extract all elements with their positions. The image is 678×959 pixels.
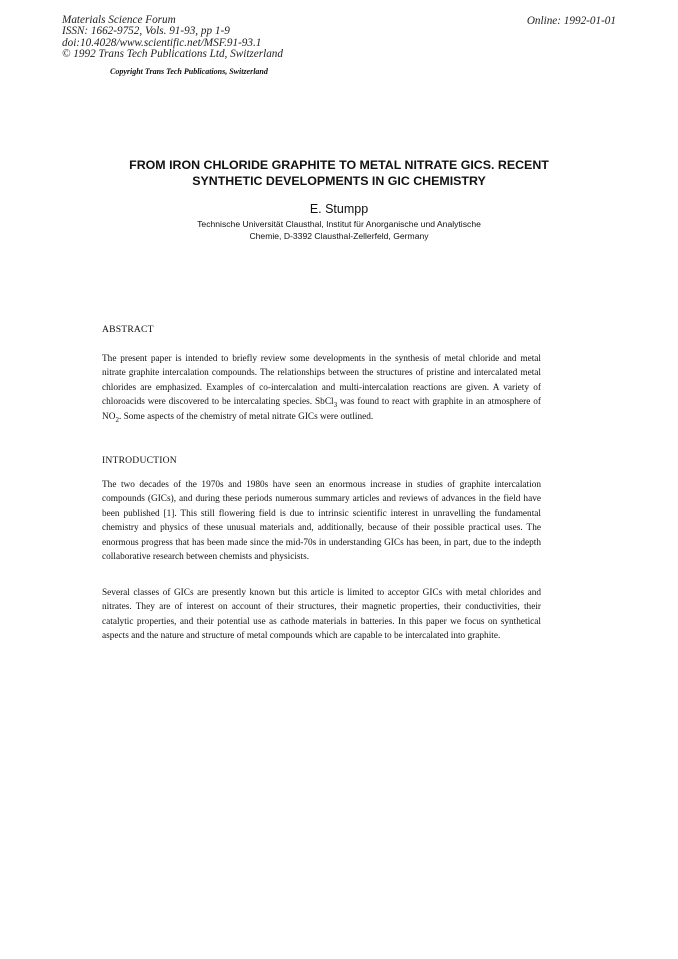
abstract-text-part-1: The present paper is intended to briefly review some developments in the synthesis of metal chloride and metal nitrate graphite intercalation compounds. The relationships between the structures of pristine and intercalated metal chlorides are emphasized. Examples of co-intercalation and multi-intercalation reactions are given. A variety of chloroacids were discovered to be intercalating species. SbCl [102, 354, 541, 408]
introduction-heading: INTRODUCTION [102, 455, 177, 466]
paper-title [60, 157, 618, 189]
online-date: Online: 1992-01-01 [526, 15, 616, 27]
copyright-notice: Copyright Trans Tech Publications, Switzerland [110, 67, 268, 76]
abstract-text [102, 352, 541, 424]
title-line-1: FROM IRON CHLORIDE GRAPHITE TO METAL NITRATE GICS. RECENT [129, 158, 549, 172]
issn-line: ISSN: 1662-9752, Vols. 91-93, pp 1-9 [62, 25, 230, 38]
abstract-subscript-2: 2 [115, 415, 119, 424]
title-line-2: SYNTHETIC DEVELOPMENTS IN GIC CHEMISTRY [192, 174, 486, 188]
publisher-line: © 1992 Trans Tech Publications Ltd, Switzerland [62, 48, 283, 61]
abstract-subscript-1: 3 [333, 401, 338, 410]
author-name: E. Stumpp [309, 202, 369, 216]
introduction-paragraph-2: Several classes of GICs are presently known but this article is limited to acceptor GICs with metal chlorides and nitrates. They are of interest on account of their structures, their magnetic properties, their conductivities, their catalytic properties, and their potential use as cathode materials in batteries. In this paper we focus on synthetical aspects and the nature and structure of metal compounds which are capable to be intercalated into graphite. [102, 588, 541, 642]
introduction-paragraph-1: The two decades of the 1970s and 1980s have seen an enormous increase in studies of graphite intercalation compounds (GICs), and during these periods numerous summary articles and reviews of advances in the field have been published [1]. This still flowering field is due to intrinsic scientific interest in unravelling the fundamental chemistry and physics of these unusual materials and, additionally, because of their possible practical uses. The enormous progress that has been made since the mid-70s in understanding GICs has been, in part, due to the indepth collaborative research between chemists and physicists. [102, 480, 541, 563]
journal-citation-block [62, 15, 283, 61]
affiliation-line-2: Chemie, D-3392 Clausthal-Zellerfeld, Germany [249, 230, 429, 241]
abstract-heading: ABSTRACT [102, 324, 154, 335]
abstract-text-part-3: . Some aspects of the chemistry of metal nitrate GICs were outlined. [118, 411, 374, 422]
affiliation [60, 219, 618, 242]
affiliation-line-1: Technische Universität Clausthal, Institut für Anorganische und Analytische [197, 219, 481, 229]
doi-line: doi:10.4028/www.scientific.net/MSF.91-93.1 [62, 36, 262, 49]
abstract-text-part-2: was found to react with graphite in an atmosphere of NO [102, 397, 541, 422]
journal-name: Materials Science Forum [62, 14, 176, 26]
